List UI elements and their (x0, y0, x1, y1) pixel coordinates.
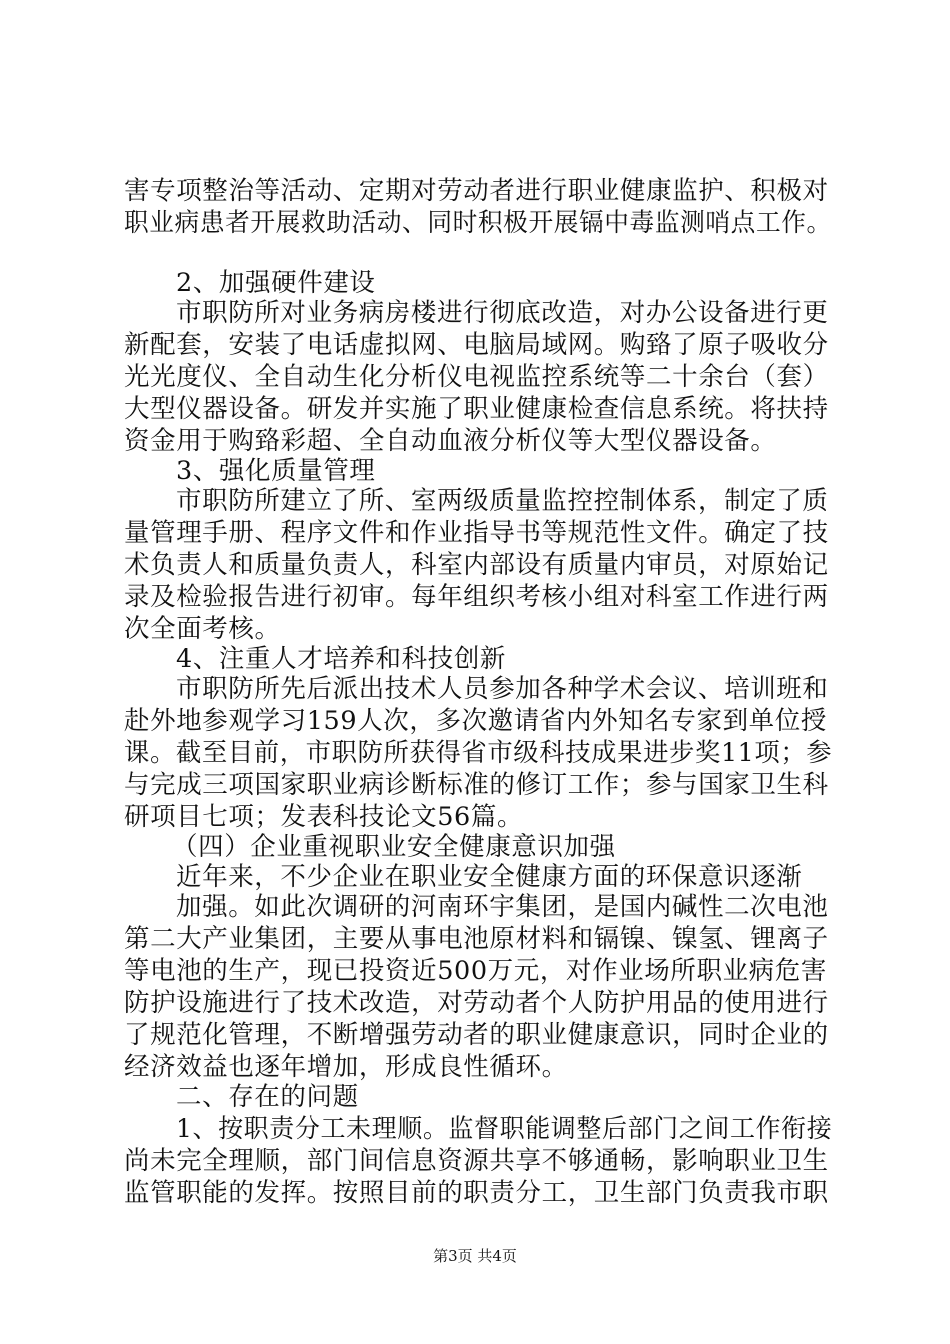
text-line: 防护设施进行了技术改造，对劳动者个人防护用品的使用进行 (124, 988, 829, 1018)
text-line: 第二大产业集团，主要从事电池原材料和镉镍、镍氢、锂离子 (124, 924, 829, 954)
text-line: 大型仪器设备。研发并实施了职业健康检查信息系统。将扶持 (124, 394, 829, 424)
text-line: 光光度仪、全自动生化分析仪电视监控系统等二十余台（套） (124, 362, 829, 392)
text-line: 次全面考核。 (124, 614, 281, 644)
text-line: 课。截至目前，市职防所获得省市级科技成果进步奖11项；参 (124, 738, 833, 768)
section-heading: （四）企业重视职业安全健康意识加强 (172, 832, 616, 862)
section-heading: 2、加强硬件建设 (176, 268, 376, 298)
text-line: 1、按职责分工未理顺。监督职能调整后部门之间工作衔接 (176, 1114, 833, 1144)
section-heading: 二、存在的问题 (176, 1082, 359, 1112)
page-footer: 第3页 共4页 (433, 1247, 517, 1265)
text-line: 术负责人和质量负责人，科室内部设有质量内审员，对原始记 (124, 550, 829, 580)
text-line: 尚未完全理顺，部门间信息资源共享不够通畅，影响职业卫生 (124, 1146, 829, 1176)
text-line: 监管职能的发挥。按照目前的职责分工，卫生部门负责我市职 (124, 1178, 829, 1208)
text-line: 市职防所先后派出技术人员参加各种学术会议、培训班和 (176, 674, 829, 704)
text-line: 录及检验报告进行初审。每年组织考核小组对科室工作进行两 (124, 582, 829, 612)
text-line: 量管理手册、程序文件和作业指导书等规范性文件。确定了技 (124, 518, 829, 548)
text-line: 经济效益也逐年增加，形成良性循环。 (124, 1052, 568, 1082)
section-heading: 3、强化质量管理 (176, 456, 376, 486)
text-line: 市职防所建立了所、室两级质量监控控制体系，制定了质 (176, 486, 829, 516)
text-line: 研项目七项；发表科技论文56篇。 (124, 802, 524, 832)
text-line: 新配套，安装了电话虚拟网、电脑局域网。购臵了原子吸收分 (124, 330, 829, 360)
text-line: 市职防所对业务病房楼进行彻底改造，对办公设备进行更 (176, 298, 829, 328)
text-line: 赴外地参观学习159人次，多次邀请省内外知名专家到单位授 (124, 706, 827, 736)
text-line: 职业病患者开展救助活动、同时积极开展镉中毒监测哨点工作。 (124, 208, 832, 238)
text-line: 加强。如此次调研的河南环宇集团，是国内碱性二次电池 (176, 892, 829, 922)
text-line: 与完成三项国家职业病诊断标准的修订工作；参与国家卫生科 (124, 770, 829, 800)
text-line: 害专项整治等活动、定期对劳动者进行职业健康监护、积极对 (124, 176, 829, 206)
section-heading: 4、注重人才培养和科技创新 (176, 644, 507, 674)
text-line: 了规范化管理，不断增强劳动者的职业健康意识，同时企业的 (124, 1020, 829, 1050)
text-line: 等电池的生产，现已投资近500万元，对作业场所职业病危害 (124, 956, 827, 986)
text-line: 资金用于购臵彩超、全自动血液分析仪等大型仪器设备。 (124, 426, 777, 456)
text-line: 近年来，不少企业在职业安全健康方面的环保意识逐渐 (176, 862, 803, 892)
